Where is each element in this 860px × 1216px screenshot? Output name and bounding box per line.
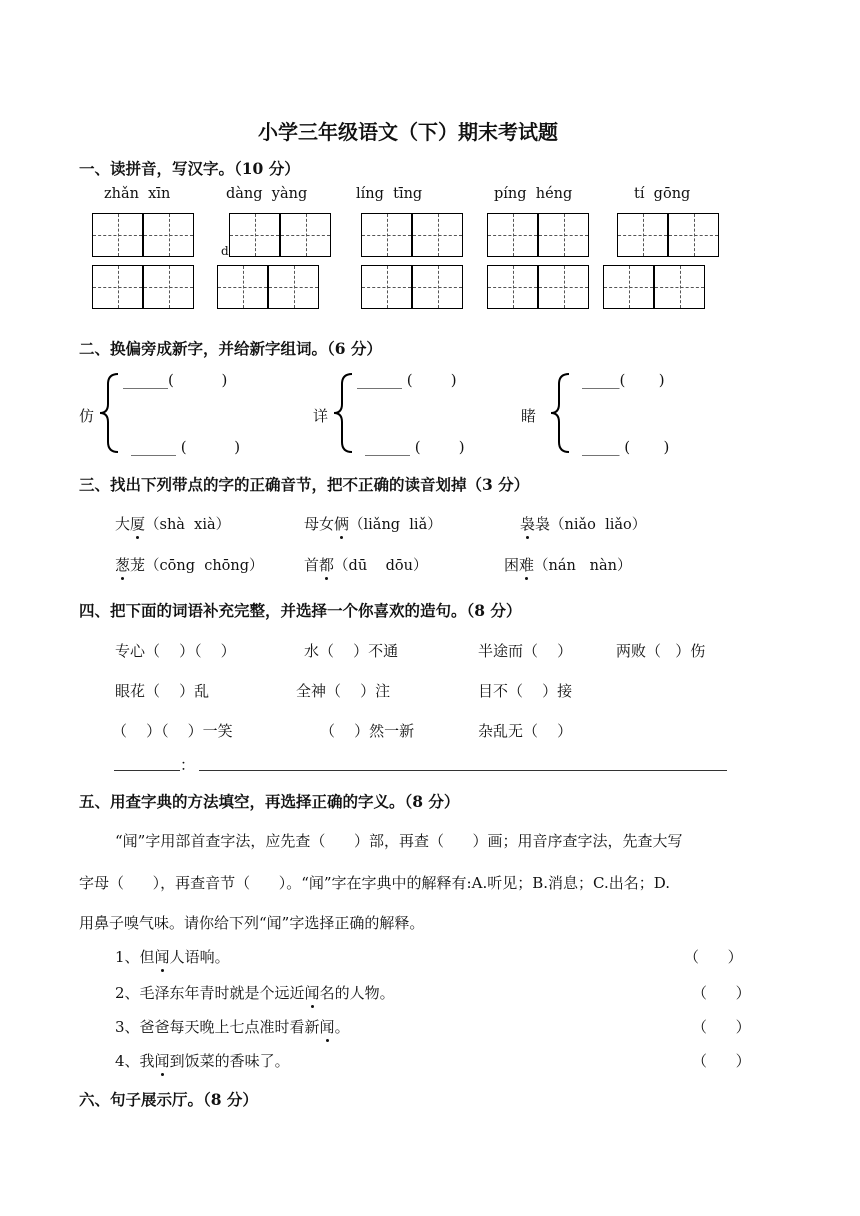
- writing-box[interactable]: [412, 213, 463, 257]
- writing-box[interactable]: [143, 213, 194, 257]
- idiom-item[interactable]: 全神（ ）注: [296, 682, 391, 700]
- writing-box[interactable]: [538, 265, 589, 309]
- pron-item: 母女俩（liǎng liǎ）: [304, 515, 442, 533]
- writing-box[interactable]: [538, 213, 589, 257]
- meaning-item: 4、我闻到饭菜的香味了。: [115, 1052, 290, 1070]
- writing-box[interactable]: [617, 213, 668, 257]
- writing-box[interactable]: [654, 265, 705, 309]
- brace-3: [549, 372, 571, 454]
- writing-box[interactable]: [229, 213, 280, 257]
- paragraph-line: 用鼻子嗅气味。请你给下列“闻”字选择正确的解释。: [79, 914, 425, 932]
- answer-paren[interactable]: （ ）: [684, 948, 743, 966]
- base-char-1: 仿: [79, 407, 95, 425]
- writing-box[interactable]: [487, 265, 538, 309]
- answer-colon: ：: [180, 756, 196, 774]
- writing-box[interactable]: [92, 213, 143, 257]
- idiom-item[interactable]: 专心（ ）（ ）: [115, 642, 236, 660]
- pinyin-3: líng tīng: [356, 186, 423, 202]
- answer-paren[interactable]: （ ）: [692, 1018, 751, 1036]
- idiom-item[interactable]: （ ）然一新: [320, 722, 415, 740]
- idiom-item[interactable]: 杂乱无（ ）: [478, 722, 573, 740]
- brace-1: [98, 372, 120, 454]
- idiom-item[interactable]: 两败（ ）伤: [616, 642, 706, 660]
- idiom-item[interactable]: （ ）（ ）一笑: [112, 722, 233, 740]
- writing-box[interactable]: [487, 213, 538, 257]
- brace-2: [332, 372, 354, 454]
- paragraph-line: “闻”字用部首查字法，应先查（ ）部，再查（ ）画；用音序查字法，先查大写: [115, 832, 683, 850]
- section-4-heading: 四、把下面的词语补充完整，并选择一个你喜欢的造句。（8 分）: [79, 601, 522, 620]
- pinyin-1: zhǎn xīn: [104, 186, 171, 202]
- writing-box[interactable]: [361, 265, 412, 309]
- page-title: 小学三年级语文（下）期末考试题: [258, 120, 558, 144]
- pinyin-2: dàng yàng: [226, 186, 308, 202]
- idiom-item[interactable]: 水（ ）不通: [304, 642, 399, 660]
- base-char-2: 详: [313, 407, 329, 425]
- writing-box[interactable]: [217, 265, 268, 309]
- answer-paren[interactable]: （ ）: [692, 1052, 751, 1070]
- paragraph-line: 字母（ ），再查音节（ ）。“闻”字在字典中的解释有:A.听见；B.消息；C.出名；D.: [79, 874, 670, 892]
- section-5-heading: 五、用查字典的方法填空，再选择正确的字义。（8 分）: [79, 792, 460, 811]
- pron-item: 袅袅（niǎo liǎo）: [520, 515, 647, 533]
- meaning-item: 2、毛泽东年青时就是个远近闻名的人物。: [115, 984, 395, 1002]
- section-1-heading: 一、读拼音，写汉字。（10 分）: [79, 159, 300, 178]
- fill-blank-1a[interactable]: ______( ): [123, 371, 228, 389]
- stray-letter: d: [221, 244, 229, 258]
- fill-blank-2a[interactable]: ______ ( ): [357, 371, 457, 389]
- section-6-heading: 六、句子展示厅。（8 分）: [79, 1090, 258, 1109]
- idiom-answer-line[interactable]: [114, 770, 180, 771]
- meaning-item: 3、爸爸每天晚上七点准时看新闻。: [115, 1018, 350, 1036]
- fill-blank-1b[interactable]: ______ ( ): [131, 438, 241, 456]
- pron-item: 首都（dū dōu）: [304, 556, 428, 574]
- writing-box[interactable]: [92, 265, 143, 309]
- idiom-item[interactable]: 半途而（ ）: [478, 642, 573, 660]
- sentence-answer-line[interactable]: [199, 770, 727, 771]
- writing-box[interactable]: [412, 265, 463, 309]
- writing-box[interactable]: [603, 265, 654, 309]
- fill-blank-3a[interactable]: _____( ): [582, 371, 665, 389]
- fill-blank-2b[interactable]: ______ ( ): [365, 438, 465, 456]
- idiom-item[interactable]: 眼花（ ）乱: [115, 682, 210, 700]
- writing-box[interactable]: [668, 213, 719, 257]
- pinyin-5: tí gōng: [634, 186, 691, 202]
- fill-blank-3b[interactable]: _____ ( ): [582, 438, 670, 456]
- pron-item: 大厦（shà xià）: [115, 515, 231, 533]
- writing-box[interactable]: [268, 265, 319, 309]
- answer-paren[interactable]: （ ）: [692, 984, 751, 1002]
- pron-item: 葱茏（cōng chōng）: [115, 556, 264, 574]
- section-2-heading: 二、换偏旁成新字，并给新字组词。（6 分）: [79, 339, 382, 358]
- writing-box[interactable]: [143, 265, 194, 309]
- pron-item: 困难（nán nàn）: [504, 556, 632, 574]
- writing-box[interactable]: [280, 213, 331, 257]
- idiom-item[interactable]: 目不（ ）接: [478, 682, 573, 700]
- pinyin-4: píng héng: [494, 186, 573, 202]
- section-3-heading: 三、找出下列带点的字的正确音节，把不正确的读音划掉（3 分）: [79, 475, 530, 494]
- writing-box[interactable]: [361, 213, 412, 257]
- base-char-3: 睹: [521, 407, 537, 425]
- meaning-item: 1、但闻人语响。: [115, 948, 230, 966]
